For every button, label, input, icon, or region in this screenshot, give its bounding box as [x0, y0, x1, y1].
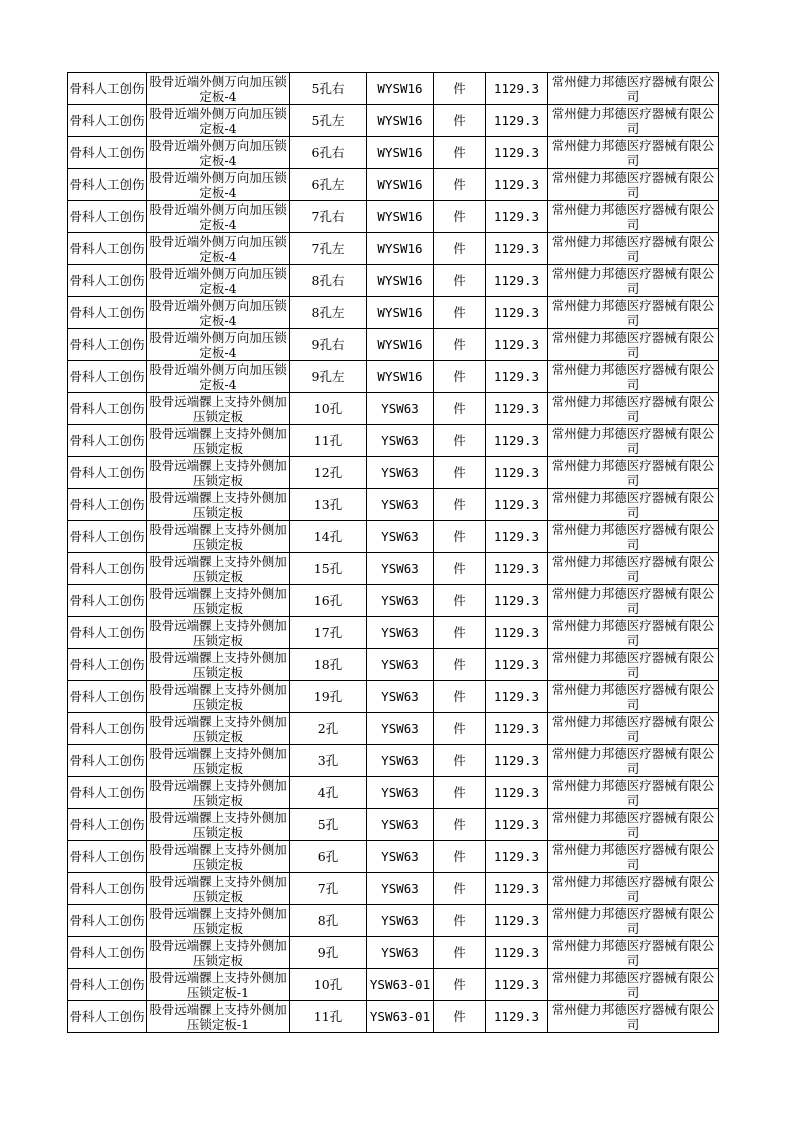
- product-name-cell: 股骨近端外侧万向加压锁定板-4: [147, 201, 290, 233]
- spec-cell: 3孔: [290, 745, 367, 777]
- category-cell: 骨科人工创伤: [68, 393, 147, 425]
- table-row: [68, 361, 719, 393]
- price-cell: 1129.3: [486, 681, 548, 713]
- table-row: [68, 233, 719, 265]
- table-row: [68, 937, 719, 969]
- category-cell: 骨科人工创伤: [68, 969, 147, 1001]
- category-cell: 骨科人工创伤: [68, 521, 147, 553]
- table-row: [68, 297, 719, 329]
- product-name-cell: 股骨近端外侧万向加压锁定板-4: [147, 105, 290, 137]
- unit-cell: 件: [434, 617, 486, 649]
- model-cell: YSW63: [367, 873, 434, 905]
- model-cell: YSW63: [367, 905, 434, 937]
- product-name-cell: 股骨近端外侧万向加压锁定板-4: [147, 233, 290, 265]
- spec-cell: 8孔左: [290, 297, 367, 329]
- model-cell: YSW63-01: [367, 969, 434, 1001]
- price-cell: 1129.3: [486, 425, 548, 457]
- price-cell: 1129.3: [486, 905, 548, 937]
- unit-cell: 件: [434, 105, 486, 137]
- category-cell: 骨科人工创伤: [68, 361, 147, 393]
- unit-cell: 件: [434, 873, 486, 905]
- product-name-cell: 股骨远端髁上支持外侧加压锁定板: [147, 937, 290, 969]
- manufacturer-cell: 常州健力邦德医疗器械有限公司: [548, 809, 719, 841]
- product-name-cell: 股骨近端外侧万向加压锁定板-4: [147, 329, 290, 361]
- manufacturer-cell: 常州健力邦德医疗器械有限公司: [548, 841, 719, 873]
- table-row: [68, 841, 719, 873]
- manufacturer-cell: 常州健力邦德医疗器械有限公司: [548, 745, 719, 777]
- table-row: [68, 1001, 719, 1033]
- model-cell: WYSW16: [367, 169, 434, 201]
- unit-cell: 件: [434, 585, 486, 617]
- category-cell: 骨科人工创伤: [68, 201, 147, 233]
- spec-cell: 7孔左: [290, 233, 367, 265]
- spec-cell: 5孔: [290, 809, 367, 841]
- manufacturer-cell: 常州健力邦德医疗器械有限公司: [548, 361, 719, 393]
- unit-cell: 件: [434, 425, 486, 457]
- product-name-cell: 股骨远端髁上支持外侧加压锁定板: [147, 809, 290, 841]
- category-cell: 骨科人工创伤: [68, 73, 147, 105]
- price-cell: 1129.3: [486, 233, 548, 265]
- spec-cell: 12孔: [290, 457, 367, 489]
- product-name-cell: 股骨近端外侧万向加压锁定板-4: [147, 297, 290, 329]
- unit-cell: 件: [434, 265, 486, 297]
- table-row: [68, 585, 719, 617]
- category-cell: 骨科人工创伤: [68, 169, 147, 201]
- price-cell: 1129.3: [486, 745, 548, 777]
- model-cell: WYSW16: [367, 137, 434, 169]
- price-cell: 1129.3: [486, 969, 548, 1001]
- price-cell: 1129.3: [486, 521, 548, 553]
- product-name-cell: 股骨远端髁上支持外侧加压锁定板: [147, 905, 290, 937]
- model-cell: YSW63: [367, 393, 434, 425]
- spec-cell: 13孔: [290, 489, 367, 521]
- unit-cell: 件: [434, 297, 486, 329]
- price-cell: 1129.3: [486, 617, 548, 649]
- category-cell: 骨科人工创伤: [68, 553, 147, 585]
- category-cell: 骨科人工创伤: [68, 233, 147, 265]
- product-name-cell: 股骨远端髁上支持外侧加压锁定板: [147, 585, 290, 617]
- unit-cell: 件: [434, 73, 486, 105]
- price-cell: 1129.3: [486, 329, 548, 361]
- table-row: [68, 553, 719, 585]
- table-row: [68, 777, 719, 809]
- model-cell: WYSW16: [367, 265, 434, 297]
- category-cell: 骨科人工创伤: [68, 585, 147, 617]
- price-cell: 1129.3: [486, 553, 548, 585]
- model-cell: YSW63: [367, 553, 434, 585]
- table-row: [68, 905, 719, 937]
- product-name-cell: 股骨远端髁上支持外侧加压锁定板: [147, 841, 290, 873]
- unit-cell: 件: [434, 649, 486, 681]
- table-row: [68, 489, 719, 521]
- table-row: [68, 521, 719, 553]
- manufacturer-cell: 常州健力邦德医疗器械有限公司: [548, 969, 719, 1001]
- model-cell: WYSW16: [367, 233, 434, 265]
- manufacturer-cell: 常州健力邦德医疗器械有限公司: [548, 777, 719, 809]
- category-cell: 骨科人工创伤: [68, 489, 147, 521]
- price-cell: 1129.3: [486, 73, 548, 105]
- price-cell: 1129.3: [486, 137, 548, 169]
- price-cell: 1129.3: [486, 105, 548, 137]
- product-name-cell: 股骨远端髁上支持外侧加压锁定板: [147, 553, 290, 585]
- model-cell: YSW63: [367, 489, 434, 521]
- model-cell: YSW63: [367, 457, 434, 489]
- category-cell: 骨科人工创伤: [68, 777, 147, 809]
- price-cell: 1129.3: [486, 841, 548, 873]
- manufacturer-cell: 常州健力邦德医疗器械有限公司: [548, 713, 719, 745]
- product-name-cell: 股骨远端髁上支持外侧加压锁定板: [147, 457, 290, 489]
- manufacturer-cell: 常州健力邦德医疗器械有限公司: [548, 873, 719, 905]
- price-table: [67, 72, 719, 1033]
- product-name-cell: 股骨远端髁上支持外侧加压锁定板: [147, 713, 290, 745]
- table-row: [68, 809, 719, 841]
- model-cell: YSW63: [367, 841, 434, 873]
- category-cell: 骨科人工创伤: [68, 681, 147, 713]
- table-row: [68, 105, 719, 137]
- manufacturer-cell: 常州健力邦德医疗器械有限公司: [548, 937, 719, 969]
- price-cell: 1129.3: [486, 777, 548, 809]
- category-cell: 骨科人工创伤: [68, 809, 147, 841]
- spec-cell: 10孔: [290, 393, 367, 425]
- spec-cell: 6孔右: [290, 137, 367, 169]
- manufacturer-cell: 常州健力邦德医疗器械有限公司: [548, 233, 719, 265]
- model-cell: YSW63: [367, 809, 434, 841]
- spec-cell: 9孔左: [290, 361, 367, 393]
- manufacturer-cell: 常州健力邦德医疗器械有限公司: [548, 489, 719, 521]
- spec-cell: 6孔左: [290, 169, 367, 201]
- model-cell: YSW63: [367, 937, 434, 969]
- unit-cell: 件: [434, 937, 486, 969]
- spec-cell: 18孔: [290, 649, 367, 681]
- table-row: [68, 137, 719, 169]
- manufacturer-cell: 常州健力邦德医疗器械有限公司: [548, 137, 719, 169]
- spec-cell: 5孔左: [290, 105, 367, 137]
- unit-cell: 件: [434, 681, 486, 713]
- product-name-cell: 股骨远端髁上支持外侧加压锁定板: [147, 745, 290, 777]
- model-cell: YSW63-01: [367, 1001, 434, 1033]
- product-name-cell: 股骨远端髁上支持外侧加压锁定板: [147, 873, 290, 905]
- price-cell: 1129.3: [486, 201, 548, 233]
- table-row: [68, 425, 719, 457]
- unit-cell: 件: [434, 233, 486, 265]
- table-row: [68, 649, 719, 681]
- category-cell: 骨科人工创伤: [68, 105, 147, 137]
- spec-cell: 6孔: [290, 841, 367, 873]
- price-cell: 1129.3: [486, 1001, 548, 1033]
- spec-cell: 7孔右: [290, 201, 367, 233]
- spec-cell: 4孔: [290, 777, 367, 809]
- product-name-cell: 股骨远端髁上支持外侧加压锁定板: [147, 425, 290, 457]
- table-row: [68, 969, 719, 1001]
- unit-cell: 件: [434, 457, 486, 489]
- spec-cell: 11孔: [290, 1001, 367, 1033]
- unit-cell: 件: [434, 841, 486, 873]
- category-cell: 骨科人工创伤: [68, 1001, 147, 1033]
- product-name-cell: 股骨近端外侧万向加压锁定板-4: [147, 361, 290, 393]
- spec-cell: 11孔: [290, 425, 367, 457]
- manufacturer-cell: 常州健力邦德医疗器械有限公司: [548, 553, 719, 585]
- spec-cell: 15孔: [290, 553, 367, 585]
- model-cell: YSW63: [367, 617, 434, 649]
- unit-cell: 件: [434, 713, 486, 745]
- category-cell: 骨科人工创伤: [68, 841, 147, 873]
- table-row: [68, 745, 719, 777]
- category-cell: 骨科人工创伤: [68, 649, 147, 681]
- unit-cell: 件: [434, 521, 486, 553]
- price-cell: 1129.3: [486, 361, 548, 393]
- unit-cell: 件: [434, 489, 486, 521]
- manufacturer-cell: 常州健力邦德医疗器械有限公司: [548, 617, 719, 649]
- price-cell: 1129.3: [486, 169, 548, 201]
- manufacturer-cell: 常州健力邦德医疗器械有限公司: [548, 73, 719, 105]
- unit-cell: 件: [434, 777, 486, 809]
- spec-cell: 10孔: [290, 969, 367, 1001]
- price-cell: 1129.3: [486, 297, 548, 329]
- product-name-cell: 股骨远端髁上支持外侧加压锁定板: [147, 649, 290, 681]
- price-cell: 1129.3: [486, 585, 548, 617]
- price-cell: 1129.3: [486, 393, 548, 425]
- unit-cell: 件: [434, 169, 486, 201]
- product-name-cell: 股骨近端外侧万向加压锁定板-4: [147, 169, 290, 201]
- spec-cell: 2孔: [290, 713, 367, 745]
- table-row: [68, 873, 719, 905]
- model-cell: WYSW16: [367, 105, 434, 137]
- price-cell: 1129.3: [486, 489, 548, 521]
- unit-cell: 件: [434, 553, 486, 585]
- manufacturer-cell: 常州健力邦德医疗器械有限公司: [548, 169, 719, 201]
- unit-cell: 件: [434, 905, 486, 937]
- manufacturer-cell: 常州健力邦德医疗器械有限公司: [548, 105, 719, 137]
- manufacturer-cell: 常州健力邦德医疗器械有限公司: [548, 393, 719, 425]
- manufacturer-cell: 常州健力邦德医疗器械有限公司: [548, 649, 719, 681]
- category-cell: 骨科人工创伤: [68, 329, 147, 361]
- table-row: [68, 457, 719, 489]
- category-cell: 骨科人工创伤: [68, 297, 147, 329]
- manufacturer-cell: 常州健力邦德医疗器械有限公司: [548, 521, 719, 553]
- unit-cell: 件: [434, 393, 486, 425]
- spec-cell: 8孔: [290, 905, 367, 937]
- category-cell: 骨科人工创伤: [68, 745, 147, 777]
- table-row: [68, 393, 719, 425]
- model-cell: WYSW16: [367, 297, 434, 329]
- category-cell: 骨科人工创伤: [68, 137, 147, 169]
- spec-cell: 5孔右: [290, 73, 367, 105]
- model-cell: YSW63: [367, 745, 434, 777]
- category-cell: 骨科人工创伤: [68, 873, 147, 905]
- spec-cell: 9孔右: [290, 329, 367, 361]
- model-cell: YSW63: [367, 649, 434, 681]
- manufacturer-cell: 常州健力邦德医疗器械有限公司: [548, 425, 719, 457]
- manufacturer-cell: 常州健力邦德医疗器械有限公司: [548, 681, 719, 713]
- product-name-cell: 股骨远端髁上支持外侧加压锁定板-1: [147, 969, 290, 1001]
- product-name-cell: 股骨远端髁上支持外侧加压锁定板: [147, 777, 290, 809]
- unit-cell: 件: [434, 361, 486, 393]
- spec-cell: 19孔: [290, 681, 367, 713]
- manufacturer-cell: 常州健力邦德医疗器械有限公司: [548, 297, 719, 329]
- table-row: [68, 265, 719, 297]
- model-cell: YSW63: [367, 521, 434, 553]
- product-name-cell: 股骨远端髁上支持外侧加压锁定板: [147, 617, 290, 649]
- unit-cell: 件: [434, 745, 486, 777]
- price-cell: 1129.3: [486, 713, 548, 745]
- price-cell: 1129.3: [486, 457, 548, 489]
- product-name-cell: 股骨近端外侧万向加压锁定板-4: [147, 265, 290, 297]
- model-cell: YSW63: [367, 585, 434, 617]
- table-row: [68, 617, 719, 649]
- unit-cell: 件: [434, 201, 486, 233]
- model-cell: YSW63: [367, 425, 434, 457]
- manufacturer-cell: 常州健力邦德医疗器械有限公司: [548, 457, 719, 489]
- price-cell: 1129.3: [486, 873, 548, 905]
- manufacturer-cell: 常州健力邦德医疗器械有限公司: [548, 201, 719, 233]
- price-cell: 1129.3: [486, 265, 548, 297]
- spec-cell: 7孔: [290, 873, 367, 905]
- price-cell: 1129.3: [486, 809, 548, 841]
- manufacturer-cell: 常州健力邦德医疗器械有限公司: [548, 265, 719, 297]
- unit-cell: 件: [434, 137, 486, 169]
- product-name-cell: 股骨近端外侧万向加压锁定板-4: [147, 73, 290, 105]
- product-name-cell: 股骨近端外侧万向加压锁定板-4: [147, 137, 290, 169]
- unit-cell: 件: [434, 1001, 486, 1033]
- model-cell: YSW63: [367, 681, 434, 713]
- spec-cell: 9孔: [290, 937, 367, 969]
- table-row: [68, 201, 719, 233]
- manufacturer-cell: 常州健力邦德医疗器械有限公司: [548, 905, 719, 937]
- table-row: [68, 681, 719, 713]
- manufacturer-cell: 常州健力邦德医疗器械有限公司: [548, 585, 719, 617]
- manufacturer-cell: 常州健力邦德医疗器械有限公司: [548, 1001, 719, 1033]
- unit-cell: 件: [434, 329, 486, 361]
- unit-cell: 件: [434, 969, 486, 1001]
- category-cell: 骨科人工创伤: [68, 713, 147, 745]
- product-name-cell: 股骨远端髁上支持外侧加压锁定板-1: [147, 1001, 290, 1033]
- table-row: [68, 169, 719, 201]
- category-cell: 骨科人工创伤: [68, 905, 147, 937]
- product-name-cell: 股骨远端髁上支持外侧加压锁定板: [147, 393, 290, 425]
- table-row: [68, 73, 719, 105]
- table-body: [68, 73, 719, 1033]
- price-cell: 1129.3: [486, 937, 548, 969]
- category-cell: 骨科人工创伤: [68, 617, 147, 649]
- product-name-cell: 股骨远端髁上支持外侧加压锁定板: [147, 521, 290, 553]
- spec-cell: 8孔右: [290, 265, 367, 297]
- price-cell: 1129.3: [486, 649, 548, 681]
- category-cell: 骨科人工创伤: [68, 265, 147, 297]
- model-cell: WYSW16: [367, 73, 434, 105]
- product-name-cell: 股骨远端髁上支持外侧加压锁定板: [147, 681, 290, 713]
- spec-cell: 14孔: [290, 521, 367, 553]
- model-cell: YSW63: [367, 713, 434, 745]
- model-cell: YSW63: [367, 777, 434, 809]
- model-cell: WYSW16: [367, 361, 434, 393]
- category-cell: 骨科人工创伤: [68, 937, 147, 969]
- table-row: [68, 713, 719, 745]
- category-cell: 骨科人工创伤: [68, 457, 147, 489]
- category-cell: 骨科人工创伤: [68, 425, 147, 457]
- spec-cell: 17孔: [290, 617, 367, 649]
- model-cell: WYSW16: [367, 329, 434, 361]
- spec-cell: 16孔: [290, 585, 367, 617]
- product-name-cell: 股骨远端髁上支持外侧加压锁定板: [147, 489, 290, 521]
- manufacturer-cell: 常州健力邦德医疗器械有限公司: [548, 329, 719, 361]
- unit-cell: 件: [434, 809, 486, 841]
- table-row: [68, 329, 719, 361]
- model-cell: WYSW16: [367, 201, 434, 233]
